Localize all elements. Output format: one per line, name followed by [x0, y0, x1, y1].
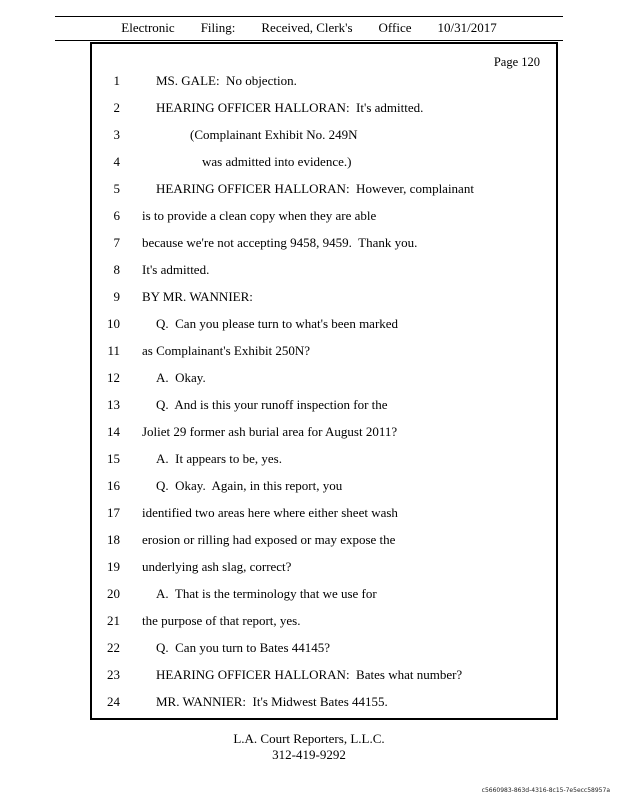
transcript-line — [92, 607, 556, 634]
line-number: 13 — [107, 396, 120, 412]
transcript-line — [92, 256, 556, 283]
line-number: 12 — [107, 369, 120, 385]
line-number: 10 — [107, 315, 120, 331]
line-number: 24 — [107, 693, 120, 709]
transcript-line — [92, 418, 556, 445]
line-text: Joliet 29 former ash burial area for August 2011? — [142, 423, 398, 439]
line-number: 15 — [107, 450, 120, 466]
filing-stamp-text — [55, 20, 563, 36]
line-number: 5 — [113, 180, 120, 196]
transcript-line — [92, 526, 556, 553]
line-text: the purpose of that report, yes. — [142, 612, 301, 628]
line-text: Q. Can you please turn to what's been marked — [156, 315, 399, 331]
line-text: Q. Okay. Again, in this report, you — [156, 477, 343, 493]
line-text: erosion or rilling had exposed or may expose the — [142, 531, 396, 547]
filing-stamp — [55, 16, 563, 41]
line-text: HEARING OFFICER HALLORAN: Bates what number? — [156, 666, 463, 682]
stamp-part: Office — [378, 20, 412, 35]
transcript-line — [92, 688, 556, 715]
line-number: 9 — [113, 288, 120, 304]
line-number: 22 — [107, 639, 120, 655]
line-text: HEARING OFFICER HALLORAN: It's admitted. — [156, 99, 424, 115]
reporter-phone: 312-419-9292 — [272, 747, 346, 762]
line-text: MS. GALE: No objection. — [156, 72, 297, 88]
line-number: 23 — [107, 666, 120, 682]
reporter-footer — [75, 731, 543, 763]
line-number: 7 — [113, 234, 120, 250]
page-number-label: Page 120 — [493, 55, 540, 69]
transcript-line — [92, 148, 556, 175]
transcript-page — [90, 42, 558, 720]
line-text: Q. And is this your runoff inspection for the — [156, 396, 388, 412]
line-text: identified two areas here where either sheet wash — [142, 504, 398, 520]
stamp-part: Electronic — [121, 20, 175, 35]
reporter-name: L.A. Court Reporters, L.L.C. — [233, 731, 385, 746]
line-number: 18 — [107, 531, 120, 547]
transcript-line — [92, 310, 556, 337]
line-number: 8 — [113, 261, 120, 277]
transcript-line — [92, 175, 556, 202]
line-text: A. It appears to be, yes. — [156, 450, 282, 466]
transcript-line — [92, 445, 556, 472]
line-number: 19 — [107, 558, 120, 574]
line-number: 3 — [113, 126, 120, 142]
line-number: 6 — [113, 207, 120, 223]
transcript-line — [92, 67, 556, 94]
stamp-part: 10/31/2017 — [437, 20, 497, 35]
line-text: BY MR. WANNIER: — [142, 288, 253, 304]
document-id: c5660983-863d-4316-8c15-7e5ecc58957a — [481, 787, 610, 794]
transcript-line — [92, 121, 556, 148]
line-text: as Complainant's Exhibit 250N? — [142, 342, 311, 358]
line-text: MR. WANNIER: It's Midwest Bates 44155. — [156, 693, 388, 709]
line-text: because we're not accepting 9458, 9459. Thank you. — [142, 234, 418, 250]
line-number: 20 — [107, 585, 120, 601]
transcript-lines — [92, 67, 556, 715]
line-text: underlying ash slag, correct? — [142, 558, 292, 574]
stamp-part: Filing: — [200, 20, 236, 35]
transcript-line — [92, 580, 556, 607]
line-text: It's admitted. — [142, 261, 210, 277]
transcript-line — [92, 472, 556, 499]
transcript-line — [92, 364, 556, 391]
line-text: was admitted into evidence.) — [202, 153, 352, 169]
line-text: (Complainant Exhibit No. 249N — [190, 126, 358, 142]
line-text: Q. Can you turn to Bates 44145? — [156, 639, 331, 655]
line-number: 11 — [107, 342, 120, 358]
line-text: HEARING OFFICER HALLORAN: However, complainant — [156, 180, 474, 196]
line-text: A. That is the terminology that we use for — [156, 585, 377, 601]
line-number: 4 — [113, 153, 120, 169]
line-number: 1 — [113, 72, 120, 88]
transcript-line — [92, 337, 556, 364]
transcript-line — [92, 94, 556, 121]
stamp-part: Received, Clerk's — [261, 20, 353, 35]
transcript-line — [92, 202, 556, 229]
transcript-line — [92, 229, 556, 256]
transcript-line — [92, 634, 556, 661]
line-text: A. Okay. — [156, 369, 206, 385]
transcript-line — [92, 553, 556, 580]
transcript-line — [92, 499, 556, 526]
line-number: 16 — [107, 477, 120, 493]
line-number: 17 — [107, 504, 120, 520]
line-text: is to provide a clean copy when they are able — [142, 207, 377, 223]
transcript-line — [92, 283, 556, 310]
line-number: 2 — [113, 99, 120, 115]
transcript-line — [92, 391, 556, 418]
line-number: 14 — [107, 423, 120, 439]
transcript-line — [92, 661, 556, 688]
line-number: 21 — [107, 612, 120, 628]
